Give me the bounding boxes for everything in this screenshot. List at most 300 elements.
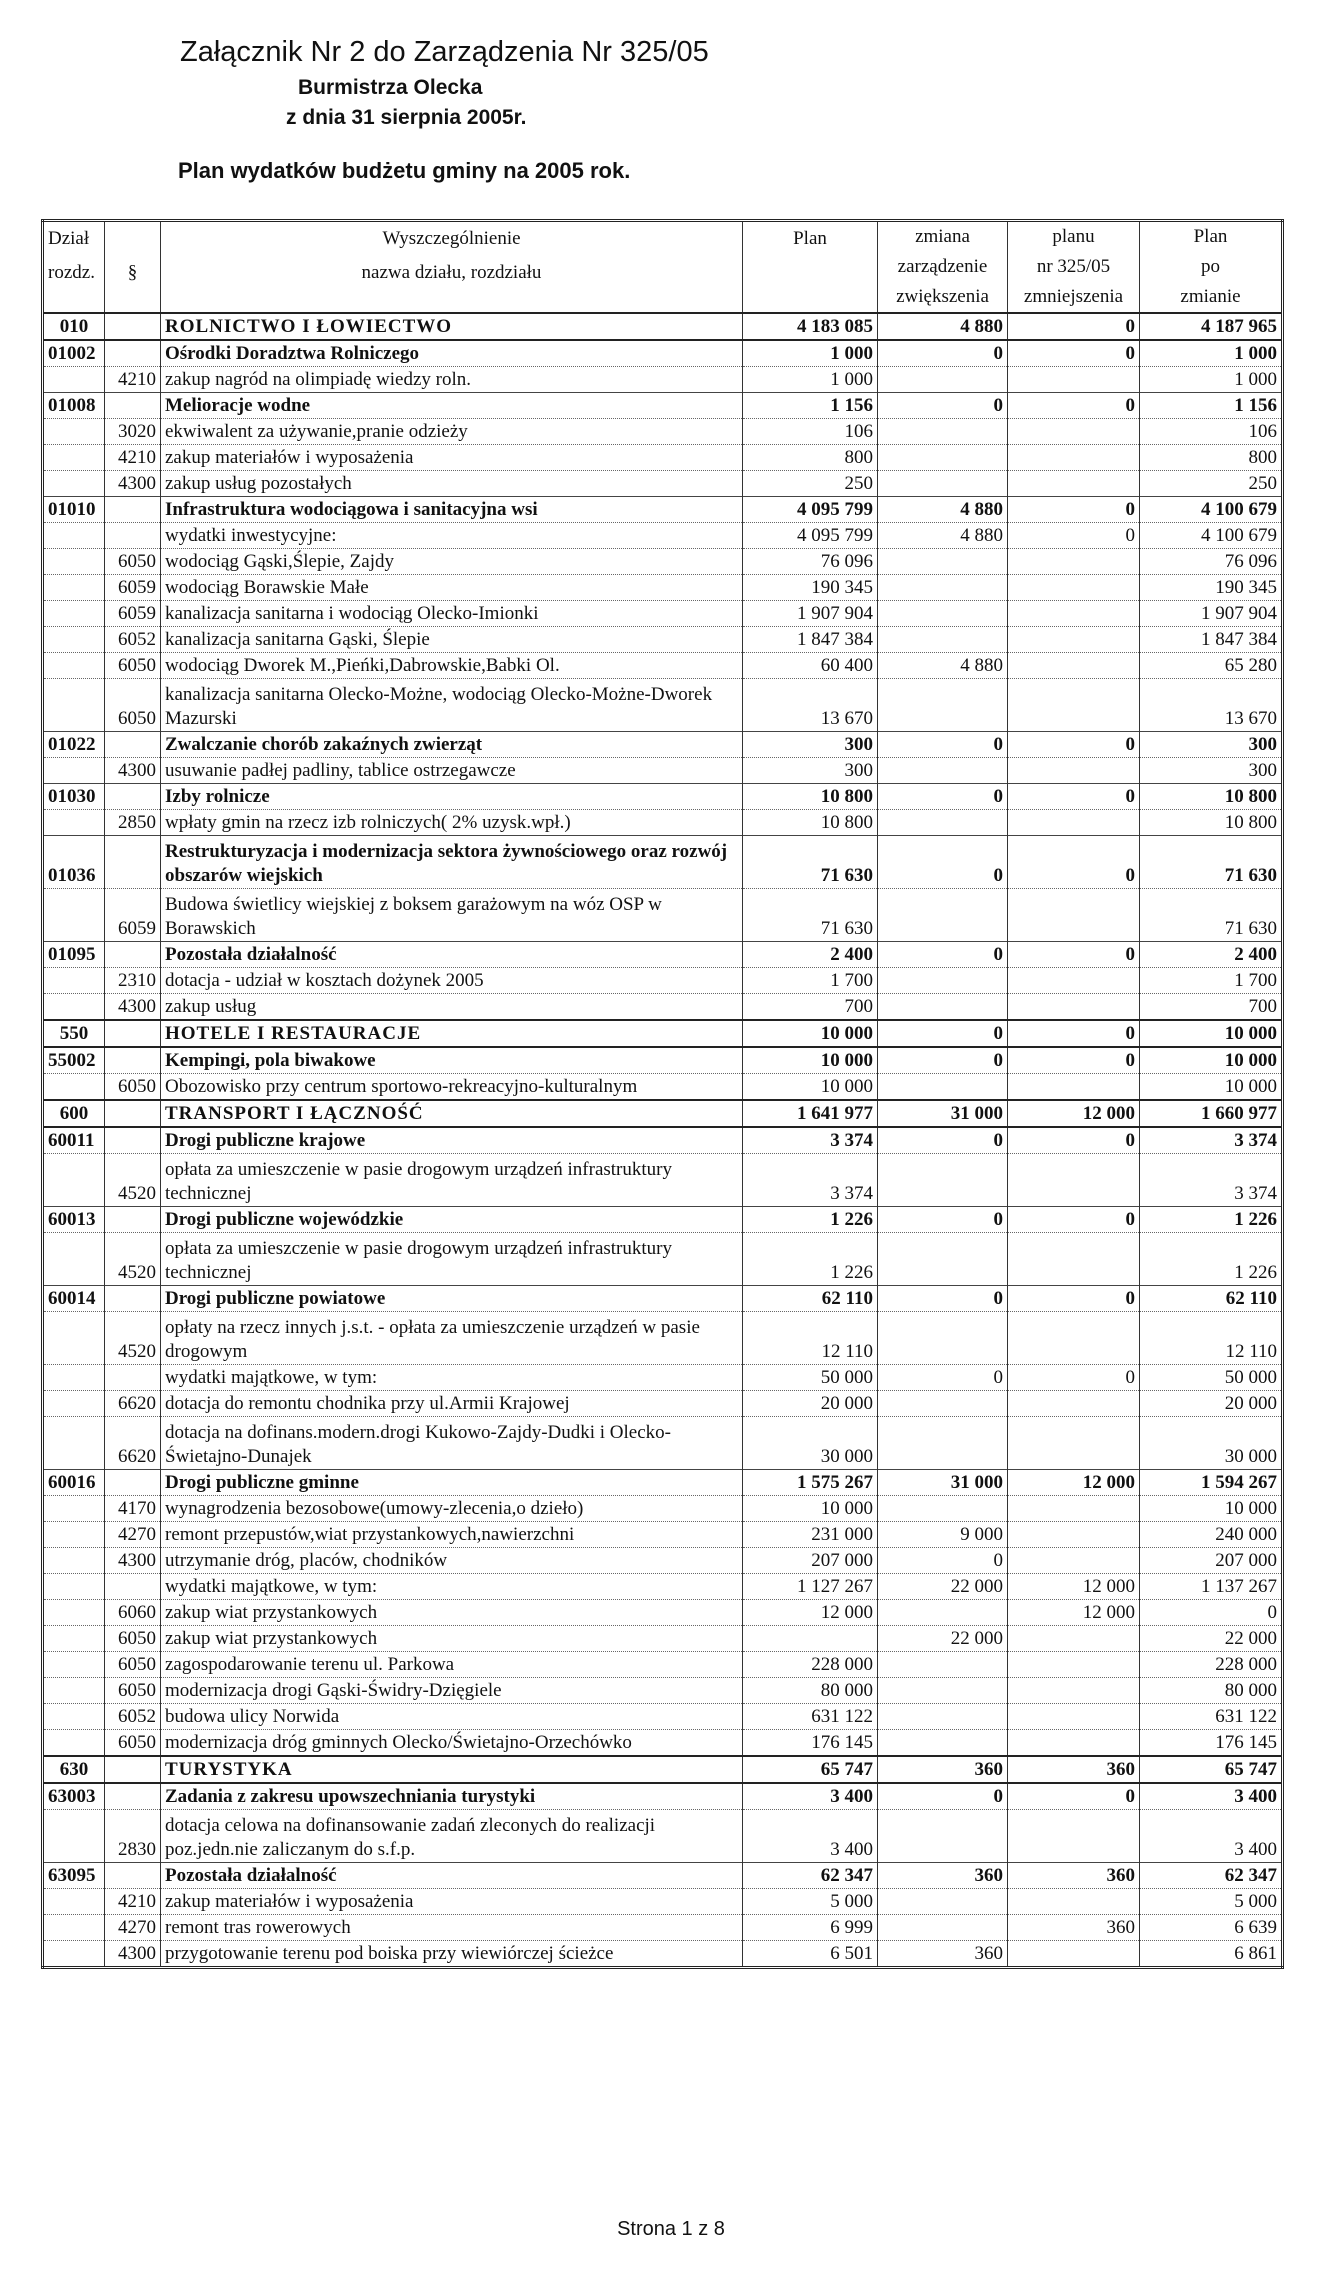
- header-dzial-label: Dział: [48, 228, 90, 249]
- header-wyszczegolnienie: [161, 221, 743, 314]
- row-name: Izby rolnicze: [161, 784, 743, 810]
- row-name: przygotowanie terenu pod boiska przy wiewiórczej ścieżce: [161, 1941, 743, 1968]
- row-code: [43, 601, 105, 627]
- row-code: [43, 1496, 105, 1522]
- row-name: dotacja - udział w kosztach dożynek 2005: [161, 968, 743, 994]
- row-code: [43, 523, 105, 549]
- header-dzial: [43, 221, 105, 314]
- row-plan-after: 65 747: [1140, 1756, 1283, 1783]
- row-increase: 0: [878, 1207, 1008, 1233]
- row-increase: 0: [878, 340, 1008, 367]
- row-plan: 4 183 085: [743, 313, 878, 340]
- row-decrease: 360: [1008, 1756, 1140, 1783]
- row-code: 010: [43, 313, 105, 340]
- row-name: wydatki majątkowe, w tym:: [161, 1365, 743, 1391]
- row-plan-after: 4 100 679: [1140, 523, 1283, 549]
- row-plan-after: 10 000: [1140, 1074, 1283, 1101]
- row-code: [43, 367, 105, 393]
- table-row: [43, 1548, 1283, 1574]
- row-decrease: 0: [1008, 497, 1140, 523]
- row-name: TRANSPORT I ŁĄCZNOŚĆ: [161, 1100, 743, 1127]
- row-name: zakup wiat przystankowych: [161, 1600, 743, 1626]
- row-decrease: 0: [1008, 732, 1140, 758]
- row-decrease: 360: [1008, 1915, 1140, 1941]
- row-plan-after: 10 800: [1140, 810, 1283, 836]
- row-plan-after: 240 000: [1140, 1522, 1283, 1548]
- table-row: [43, 994, 1283, 1021]
- row-plan-after: 700: [1140, 994, 1283, 1021]
- row-plan-after: 176 145: [1140, 1730, 1283, 1757]
- row-increase: [878, 1730, 1008, 1757]
- row-decrease: 0: [1008, 313, 1140, 340]
- row-code: [43, 1417, 105, 1470]
- row-plan: 1 847 384: [743, 627, 878, 653]
- row-name: wynagrodzenia bezosobowe(umowy-zlecenia,o dzieło): [161, 1496, 743, 1522]
- row-name: TURYSTYKA: [161, 1756, 743, 1783]
- row-plan: 3 374: [743, 1127, 878, 1154]
- table-row: [43, 1810, 1283, 1863]
- row-plan: 631 122: [743, 1704, 878, 1730]
- row-paragraph: 4520: [105, 1154, 161, 1207]
- row-paragraph: 4520: [105, 1233, 161, 1286]
- row-paragraph: 4170: [105, 1496, 161, 1522]
- header-paragraph-label: §: [127, 262, 138, 283]
- row-plan: 3 400: [743, 1810, 878, 1863]
- row-plan-after: 12 110: [1140, 1312, 1283, 1365]
- row-name: zakup wiat przystankowych: [161, 1626, 743, 1652]
- row-decrease: 12 000: [1008, 1470, 1140, 1496]
- row-plan-after: 3 374: [1140, 1154, 1283, 1207]
- row-code: [43, 1154, 105, 1207]
- row-plan-after: 207 000: [1140, 1548, 1283, 1574]
- row-plan-after: 1 156: [1140, 393, 1283, 419]
- row-plan: 50 000: [743, 1365, 878, 1391]
- row-increase: 4 880: [878, 523, 1008, 549]
- row-decrease: [1008, 889, 1140, 942]
- row-plan: 2 400: [743, 942, 878, 968]
- row-plan-after: 3 374: [1140, 1127, 1283, 1154]
- row-plan: 62 347: [743, 1863, 878, 1889]
- row-increase: [878, 419, 1008, 445]
- row-plan: 10 000: [743, 1074, 878, 1101]
- row-plan-after: 71 630: [1140, 889, 1283, 942]
- row-code: 01022: [43, 732, 105, 758]
- row-increase: 4 880: [878, 653, 1008, 679]
- row-code: 01010: [43, 497, 105, 523]
- row-paragraph: [105, 1286, 161, 1312]
- row-name: Pozostała działalność: [161, 1863, 743, 1889]
- table-row: [43, 445, 1283, 471]
- table-row: [43, 1233, 1283, 1286]
- header-planu-label: planu: [1052, 226, 1095, 247]
- row-name: remont tras rowerowych: [161, 1915, 743, 1941]
- row-paragraph: [105, 1863, 161, 1889]
- row-name: dotacja na dofinans.modern.drogi Kukowo-Zajdy-Dudki i Olecko-Świetajno-Dunajek: [161, 1417, 743, 1470]
- row-plan-after: 6 861: [1140, 1941, 1283, 1968]
- header-zwiekszenia: [878, 221, 1008, 314]
- row-increase: [878, 1417, 1008, 1470]
- row-plan: 6 501: [743, 1941, 878, 1968]
- row-plan: 20 000: [743, 1391, 878, 1417]
- row-increase: 0: [878, 1047, 1008, 1074]
- row-plan: 60 400: [743, 653, 878, 679]
- header-plan-po: [1140, 221, 1283, 314]
- row-plan-after: 3 400: [1140, 1783, 1283, 1810]
- row-name: usuwanie padłej padliny, tablice ostrzegawcze: [161, 758, 743, 784]
- row-name: dotacja celowa na dofinansowanie zadań zleconych do realizacji poz.jedn.nie zaliczanym do s.f.p.: [161, 1810, 743, 1863]
- row-paragraph: [105, 1783, 161, 1810]
- row-plan-after: 62 347: [1140, 1863, 1283, 1889]
- table-row: [43, 1074, 1283, 1101]
- header-zmniejszenia-label: zmniejszenia: [1023, 286, 1124, 307]
- row-plan: 207 000: [743, 1548, 878, 1574]
- budget-table: [41, 219, 1284, 1969]
- row-decrease: [1008, 653, 1140, 679]
- row-increase: [878, 367, 1008, 393]
- row-decrease: [1008, 810, 1140, 836]
- row-plan: 250: [743, 471, 878, 497]
- header-zmniejszenia: [1008, 221, 1140, 314]
- header-plan: [743, 221, 878, 314]
- row-name: modernizacja dróg gminnych Olecko/Świetajno-Orzechówko: [161, 1730, 743, 1757]
- row-plan: 10 000: [743, 1496, 878, 1522]
- row-code: [43, 1810, 105, 1863]
- row-increase: [878, 471, 1008, 497]
- row-plan: 1 000: [743, 340, 878, 367]
- row-plan: 3 400: [743, 1783, 878, 1810]
- row-paragraph: 6050: [105, 1626, 161, 1652]
- row-plan-after: 6 639: [1140, 1915, 1283, 1941]
- header-zmianie-label: zmianie: [1180, 286, 1241, 307]
- row-name: Obozowisko przy centrum sportowo-rekreacyjno-kulturalnym: [161, 1074, 743, 1101]
- row-code: [43, 758, 105, 784]
- row-increase: 22 000: [878, 1574, 1008, 1600]
- row-plan-after: 13 670: [1140, 679, 1283, 732]
- row-name: Drogi publiczne gminne: [161, 1470, 743, 1496]
- budget-table-body: [43, 313, 1283, 1968]
- row-name: ekwiwalent za używanie,pranie odzieży: [161, 419, 743, 445]
- row-plan-after: 62 110: [1140, 1286, 1283, 1312]
- row-plan: 1 226: [743, 1207, 878, 1233]
- row-plan-after: 5 000: [1140, 1889, 1283, 1915]
- row-name: Kempingi, pola biwakowe: [161, 1047, 743, 1074]
- row-decrease: 12 000: [1008, 1600, 1140, 1626]
- row-increase: [878, 1889, 1008, 1915]
- row-decrease: [1008, 445, 1140, 471]
- row-plan-after: 106: [1140, 419, 1283, 445]
- row-plan: 300: [743, 732, 878, 758]
- row-plan-after: 1 660 977: [1140, 1100, 1283, 1127]
- row-paragraph: [105, 393, 161, 419]
- row-decrease: 0: [1008, 1207, 1140, 1233]
- row-plan-after: 1 000: [1140, 367, 1283, 393]
- row-increase: 0: [878, 784, 1008, 810]
- row-plan-after: 1 226: [1140, 1207, 1283, 1233]
- row-code: 55002: [43, 1047, 105, 1074]
- row-paragraph: [105, 523, 161, 549]
- row-decrease: 0: [1008, 784, 1140, 810]
- row-paragraph: 4520: [105, 1312, 161, 1365]
- row-paragraph: 4300: [105, 471, 161, 497]
- row-paragraph: 6059: [105, 575, 161, 601]
- table-row: [43, 1783, 1283, 1810]
- row-increase: 0: [878, 836, 1008, 889]
- row-code: [43, 1941, 105, 1968]
- table-row: [43, 810, 1283, 836]
- row-decrease: [1008, 1704, 1140, 1730]
- row-code: [43, 419, 105, 445]
- row-paragraph: 4210: [105, 1889, 161, 1915]
- row-paragraph: 6060: [105, 1600, 161, 1626]
- row-plan: 5 000: [743, 1889, 878, 1915]
- row-decrease: [1008, 1522, 1140, 1548]
- table-row: [43, 1863, 1283, 1889]
- row-plan-after: 250: [1140, 471, 1283, 497]
- row-name: kanalizacja sanitarna Gąski, Ślepie: [161, 627, 743, 653]
- row-decrease: 0: [1008, 1020, 1140, 1047]
- row-increase: 0: [878, 732, 1008, 758]
- row-increase: [878, 627, 1008, 653]
- row-plan: [743, 1626, 878, 1652]
- row-name: wodociąg Gąski,Ślepie, Zajdy: [161, 549, 743, 575]
- row-plan: 10 000: [743, 1047, 878, 1074]
- row-increase: [878, 994, 1008, 1021]
- table-row: [43, 575, 1283, 601]
- row-plan-after: 65 280: [1140, 653, 1283, 679]
- row-plan-after: 76 096: [1140, 549, 1283, 575]
- row-plan: 1 641 977: [743, 1100, 878, 1127]
- row-paragraph: 4210: [105, 367, 161, 393]
- row-code: [43, 1548, 105, 1574]
- row-increase: [878, 575, 1008, 601]
- row-plan-after: 1 700: [1140, 968, 1283, 994]
- table-row: [43, 1154, 1283, 1207]
- row-code: [43, 1704, 105, 1730]
- row-paragraph: 4300: [105, 1941, 161, 1968]
- row-increase: [878, 1312, 1008, 1365]
- row-paragraph: 6052: [105, 1704, 161, 1730]
- header-plan-label: Plan: [793, 228, 827, 249]
- row-plan: 1 700: [743, 968, 878, 994]
- row-code: [43, 549, 105, 575]
- table-row: [43, 367, 1283, 393]
- header-zmiana-label: zmiana: [915, 226, 970, 247]
- row-plan-after: 71 630: [1140, 836, 1283, 889]
- row-paragraph: 6620: [105, 1417, 161, 1470]
- row-paragraph: [105, 313, 161, 340]
- row-paragraph: [105, 1365, 161, 1391]
- row-paragraph: [105, 836, 161, 889]
- table-row: [43, 627, 1283, 653]
- row-increase: [878, 1678, 1008, 1704]
- row-code: 01030: [43, 784, 105, 810]
- row-decrease: 0: [1008, 393, 1140, 419]
- row-name: zakup materiałów i wyposażenia: [161, 445, 743, 471]
- row-paragraph: 2830: [105, 1810, 161, 1863]
- table-row: [43, 1889, 1283, 1915]
- row-paragraph: 6050: [105, 653, 161, 679]
- row-increase: [878, 810, 1008, 836]
- row-decrease: [1008, 679, 1140, 732]
- row-decrease: [1008, 1233, 1140, 1286]
- table-row: [43, 889, 1283, 942]
- row-plan-after: 1 907 904: [1140, 601, 1283, 627]
- row-decrease: [1008, 367, 1140, 393]
- row-name: kanalizacja sanitarna Olecko-Możne, wodociąg Olecko-Możne-Dworek Mazurski: [161, 679, 743, 732]
- table-row: [43, 1574, 1283, 1600]
- row-decrease: [1008, 1810, 1140, 1863]
- row-name: utrzymanie dróg, placów, chodników: [161, 1548, 743, 1574]
- table-row: [43, 836, 1283, 889]
- row-decrease: 0: [1008, 942, 1140, 968]
- table-row: [43, 1286, 1283, 1312]
- row-plan: 4 095 799: [743, 497, 878, 523]
- table-row: [43, 1207, 1283, 1233]
- row-decrease: [1008, 1154, 1140, 1207]
- row-plan: 176 145: [743, 1730, 878, 1757]
- row-code: [43, 679, 105, 732]
- row-code: 01008: [43, 393, 105, 419]
- table-row: [43, 1730, 1283, 1757]
- row-plan-after: 10 800: [1140, 784, 1283, 810]
- row-plan-after: 30 000: [1140, 1417, 1283, 1470]
- row-plan: 1 907 904: [743, 601, 878, 627]
- table-row: [43, 653, 1283, 679]
- row-name: wydatki majątkowe, w tym:: [161, 1574, 743, 1600]
- row-increase: 360: [878, 1756, 1008, 1783]
- row-name: Drogi publiczne wojewódzkie: [161, 1207, 743, 1233]
- table-row: [43, 601, 1283, 627]
- document-issuer: Burmistrza Olecka: [298, 76, 483, 99]
- row-plan: 80 000: [743, 1678, 878, 1704]
- row-decrease: [1008, 1074, 1140, 1101]
- table-row: [43, 942, 1283, 968]
- table-row: [43, 784, 1283, 810]
- table-row: [43, 1915, 1283, 1941]
- row-name: Budowa świetlicy wiejskiej z boksem garażowym na wóz OSP w Borawskich: [161, 889, 743, 942]
- row-paragraph: 6050: [105, 1652, 161, 1678]
- row-decrease: 0: [1008, 1365, 1140, 1391]
- header-zarzadzenie-label: zarządzenie: [897, 256, 988, 277]
- row-decrease: 0: [1008, 836, 1140, 889]
- row-paragraph: 6059: [105, 889, 161, 942]
- table-row: [43, 1652, 1283, 1678]
- row-increase: 31 000: [878, 1100, 1008, 1127]
- row-code: 630: [43, 1756, 105, 1783]
- row-increase: 360: [878, 1863, 1008, 1889]
- row-plan-after: 300: [1140, 732, 1283, 758]
- row-paragraph: 6050: [105, 679, 161, 732]
- row-name: wpłaty gmin na rzecz izb rolniczych( 2% uzysk.wpł.): [161, 810, 743, 836]
- table-row: [43, 732, 1283, 758]
- header-zwiekszenia-label: zwiększenia: [896, 286, 989, 307]
- row-paragraph: [105, 1047, 161, 1074]
- table-row: [43, 419, 1283, 445]
- row-plan-after: 1 137 267: [1140, 1574, 1283, 1600]
- row-decrease: 0: [1008, 1047, 1140, 1074]
- row-increase: [878, 1074, 1008, 1101]
- row-plan: 30 000: [743, 1417, 878, 1470]
- header-plan-po-label: Plan: [1193, 226, 1228, 247]
- row-name: Infrastruktura wodociągowa i sanitacyjna wsi: [161, 497, 743, 523]
- row-code: [43, 1915, 105, 1941]
- row-name: Drogi publiczne krajowe: [161, 1127, 743, 1154]
- row-increase: 22 000: [878, 1626, 1008, 1652]
- row-plan: 4 095 799: [743, 523, 878, 549]
- row-name: HOTELE I RESTAURACJE: [161, 1020, 743, 1047]
- row-code: [43, 1233, 105, 1286]
- table-row: [43, 1626, 1283, 1652]
- row-plan-after: 10 000: [1140, 1496, 1283, 1522]
- row-name: opłata za umieszczenie w pasie drogowym urządzeń infrastruktury technicznej: [161, 1154, 743, 1207]
- table-row: [43, 1417, 1283, 1470]
- row-plan-after: 10 000: [1140, 1020, 1283, 1047]
- row-plan: 1 575 267: [743, 1470, 878, 1496]
- row-name: Restrukturyzacja i modernizacja sektora żywnościowego oraz rozwój obszarów wiejskich: [161, 836, 743, 889]
- row-increase: [878, 1915, 1008, 1941]
- row-plan-after: 20 000: [1140, 1391, 1283, 1417]
- row-plan: 106: [743, 419, 878, 445]
- row-code: [43, 1522, 105, 1548]
- table-row: [43, 523, 1283, 549]
- row-decrease: 12 000: [1008, 1574, 1140, 1600]
- row-code: 60016: [43, 1470, 105, 1496]
- row-plan: 71 630: [743, 836, 878, 889]
- row-code: [43, 471, 105, 497]
- row-code: [43, 1678, 105, 1704]
- row-plan: 3 374: [743, 1154, 878, 1207]
- row-name: zakup materiałów i wyposażenia: [161, 1889, 743, 1915]
- row-plan-after: 80 000: [1140, 1678, 1283, 1704]
- row-paragraph: [105, 784, 161, 810]
- row-name: zakup nagród na olimpiadę wiedzy roln.: [161, 367, 743, 393]
- row-plan-after: 1 226: [1140, 1233, 1283, 1286]
- row-code: [43, 968, 105, 994]
- table-row: [43, 1391, 1283, 1417]
- row-increase: 0: [878, 1365, 1008, 1391]
- table-row: [43, 1704, 1283, 1730]
- row-paragraph: 6050: [105, 1074, 161, 1101]
- row-decrease: 0: [1008, 1783, 1140, 1810]
- row-name: zakup usług: [161, 994, 743, 1021]
- row-name: Zadania z zakresu upowszechniania turystyki: [161, 1783, 743, 1810]
- row-increase: 0: [878, 1783, 1008, 1810]
- row-plan: 76 096: [743, 549, 878, 575]
- row-name: budowa ulicy Norwida: [161, 1704, 743, 1730]
- row-increase: 31 000: [878, 1470, 1008, 1496]
- row-increase: 360: [878, 1941, 1008, 1968]
- row-plan-after: 4 187 965: [1140, 313, 1283, 340]
- row-plan-after: 1 000: [1140, 340, 1283, 367]
- header-wyszczegolnienie-label: Wyszczególnienie: [382, 228, 521, 249]
- row-code: [43, 1574, 105, 1600]
- row-paragraph: [105, 1127, 161, 1154]
- row-plan: 300: [743, 758, 878, 784]
- row-plan: 71 630: [743, 889, 878, 942]
- row-code: [43, 1600, 105, 1626]
- row-decrease: [1008, 1730, 1140, 1757]
- row-decrease: 0: [1008, 1127, 1140, 1154]
- table-row: [43, 1941, 1283, 1968]
- row-increase: 4 880: [878, 497, 1008, 523]
- row-plan-after: 800: [1140, 445, 1283, 471]
- table-row: [43, 1020, 1283, 1047]
- row-increase: 0: [878, 942, 1008, 968]
- row-paragraph: 3020: [105, 419, 161, 445]
- row-increase: 0: [878, 1548, 1008, 1574]
- row-code: [43, 1652, 105, 1678]
- row-name: Zwalczanie chorób zakaźnych zwierząt: [161, 732, 743, 758]
